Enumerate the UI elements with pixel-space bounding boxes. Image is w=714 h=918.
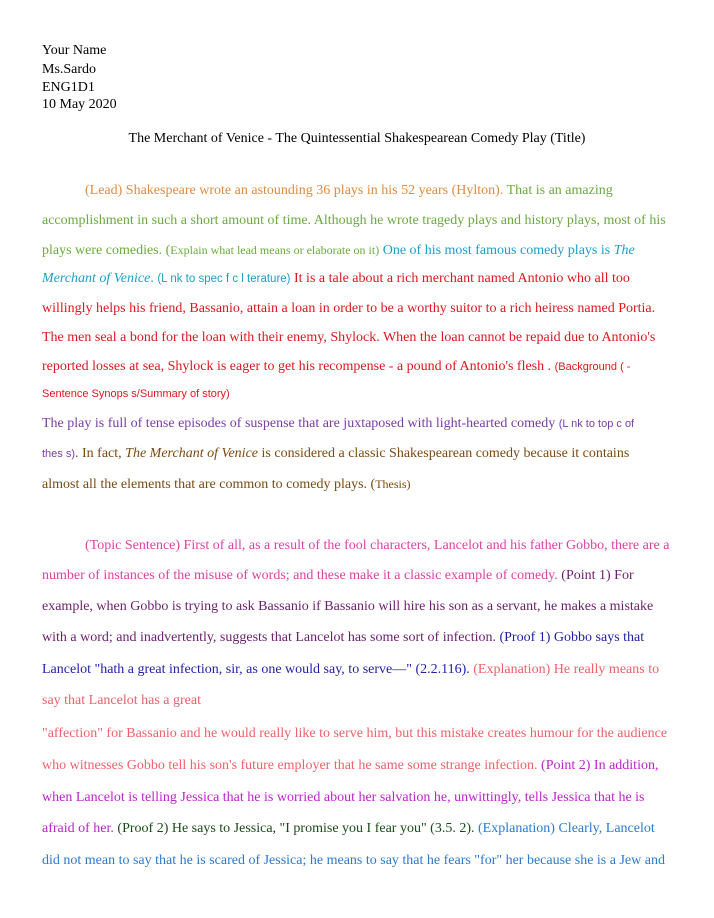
intro-text: plays were comedies. ( (42, 243, 171, 258)
intro-line-2: accomplishment in such a short amount of time. Although he wrote tragedy plays and history plays, most of his (42, 213, 666, 228)
body-line-2 (42, 566, 634, 586)
topic-sentence-line: (Topic Sentence) First of all, as a result of the fool characters, Lancelot and his father Gobbo, there are a (85, 538, 670, 553)
point-1-end: with a word; and inadvertently, suggests that Lancelot has some sort of infection. (42, 630, 496, 645)
explanation-1-label: (Explanation) He really means to (469, 662, 660, 677)
thesis-link-sentence: The play is full of tense episodes of suspense that are juxtaposed with light-hearted comedy (42, 416, 559, 431)
body-line-7: "affection" for Bassanio and he would really like to serve him, but this mistake creates humour for the audience (42, 726, 668, 741)
body-line-3: example, when Gobbo is trying to ask Bassanio if Bassanio will hire his son as a servant, he makes a mistake (42, 599, 654, 614)
course-code: ENG1D1 (42, 80, 95, 95)
explanation-2-label: (Explanation) Clearly, Lancelot (474, 821, 655, 836)
proof-2-quote: (Proof 2) He says to Jessica, "I promise you I fear you" (3.5. 2). (113, 821, 475, 836)
play-title-italic-2: Merchant of Venice (42, 271, 151, 286)
topic-link-note: (L nk to top c of (558, 418, 635, 430)
point-2-label: (Point 2) In addition, (537, 758, 659, 773)
synopsis-note: Sentence Synops s/Summary of story) (42, 388, 230, 400)
lead-note: Explain what lead means or elaborate on it) (170, 243, 380, 257)
intro-line-3 (42, 240, 635, 261)
proof-1-quote: Lancelot "hath a great infection, sir, as one would say, to serve—" (2.2.116). (42, 662, 470, 677)
intro-line-10 (42, 444, 629, 464)
essay-date: 10 May 2020 (42, 97, 117, 112)
body-line-9: when Lancelot is telling Jessica that he is worried about her salvation he, unwittingly, tells Jessica that he is (42, 790, 645, 805)
body-line-11: did not mean to say that he is scared of Jessica; he means to say that he fears "for" her because she is a Jew and (42, 853, 665, 868)
student-name: Your Name (42, 43, 107, 58)
intro-line-5: willingly helps his friend, Bassanio, attain a loan in order to be a worthy suitor to a rich heiress named Portia. (42, 301, 656, 316)
comedy-sentence: One of his most famous comedy plays is (379, 243, 614, 258)
thesis-note: Thesis) (375, 477, 411, 491)
background-note: (Background ( - (554, 361, 631, 373)
point-1-label: (Point 1) For (557, 568, 634, 583)
body-line-4 (42, 628, 644, 648)
body-line-5 (42, 660, 659, 680)
essay-title: The Merchant of Venice - The Quintessential Shakespearean Comedy Play (Title) (128, 131, 586, 146)
body-line-8 (42, 756, 658, 776)
body-line-10 (42, 819, 655, 839)
thesis-text-b: is considered a classic Shakespearean comedy because it contains (258, 446, 630, 461)
body-line-6: say that Lancelot has a great (42, 693, 201, 708)
intro-line-7 (42, 357, 630, 377)
intro-line-9 (42, 414, 634, 434)
thesis-text-c: almost all the elements that are common to comedy plays. ( (42, 477, 376, 492)
thesis-link-note-end: thes s) (42, 448, 76, 460)
point-2-end: afraid of her. (42, 821, 114, 836)
lead-continuation: That is an amazing (503, 183, 613, 198)
sentence-end: . (150, 271, 158, 286)
play-title-italic: The (613, 243, 635, 258)
thesis-text-a: . In fact, (75, 446, 126, 461)
lead-sentence: (Lead) Shakespeare wrote an astounding 36 plays in his 52 years (Hylton). (85, 183, 504, 198)
explanation-1-end: who witnesses Gobbo tell his son's future employer that he same some strange infection. (42, 758, 538, 773)
teacher-name: Ms.Sardo (42, 62, 97, 77)
proof-1-label: (Proof 1) Gobbo says that (495, 630, 645, 645)
intro-line-11 (42, 474, 411, 495)
topic-sentence-end: number of instances of the misuse of words; and these make it a classic example of comedy. (42, 568, 558, 583)
background-text: It is a tale about a rich merchant named Antonio who all too (290, 271, 630, 286)
thesis-play-title: The Merchant of Venice (125, 446, 259, 461)
background-text-end: reported losses at sea, Shylock is eager to get his recompense - a pound of Antonio's flesh . (42, 359, 555, 374)
intro-line-4 (42, 269, 630, 289)
intro-line-6: The men seal a bond for the loan with their enemy, Shylock. When the loan cannot be repaid due to Antonio's (42, 330, 656, 345)
literature-note: (L nk to spec f c l terature) (157, 273, 291, 285)
intro-line-1 (85, 181, 613, 201)
